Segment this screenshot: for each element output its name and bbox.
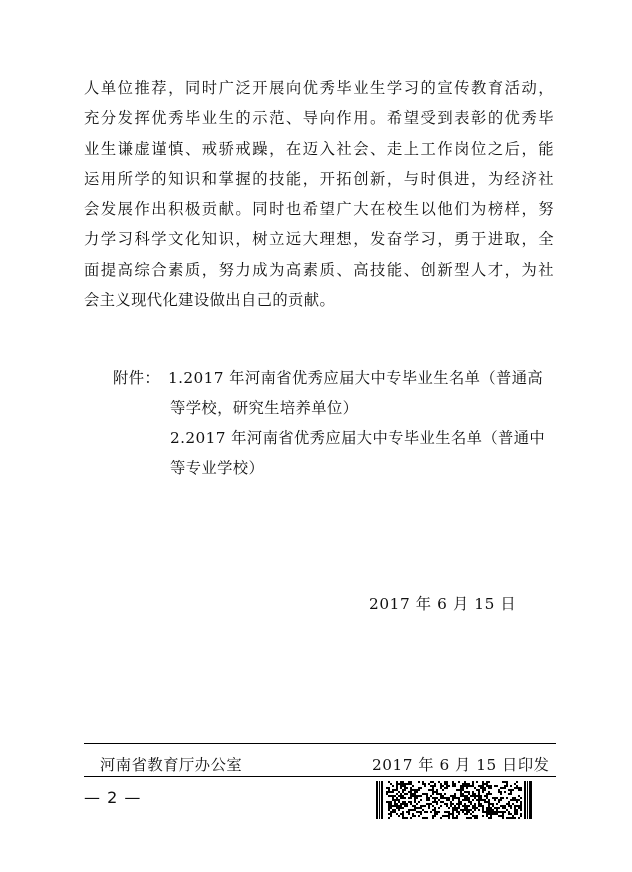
issue-date: 2017 年 6 月 15 日印发 (372, 756, 550, 774)
attachment-2-line-2: 等专业学校） (170, 459, 265, 477)
body-line-7: 面提高综合素质，努力成为高素质、高技能、创新型人才，为社 (84, 260, 554, 279)
body-paragraph (84, 73, 554, 315)
attachments-label: 附件： (113, 369, 161, 387)
body-line-5: 会发展作出积极贡献。同时也希望广大在校生以他们为榜样，努 (84, 200, 554, 219)
attachments-list (113, 363, 558, 483)
attachment-1-line-1: 1.2017 年河南省优秀应届大中专毕业生名单（普通高 (168, 369, 544, 387)
body-line-3: 业生谦虚谨慎、戒骄戒躁，在迈入社会、走上工作岗位之后，能 (84, 139, 554, 158)
issuing-office: 河南省教育厅办公室 (100, 756, 243, 774)
body-line-8: 会主义现代化建设做出自己的贡献。 (84, 291, 336, 310)
body-line-4: 运用所学的知识和掌握的技能，开拓创新，与时俱进，为经济社 (84, 169, 554, 188)
page-number: — 2 — (84, 788, 142, 807)
attachment-1-line-2: 等学校，研究生培养单位） (170, 399, 359, 417)
attachment-2-line-1: 2.2017 年河南省优秀应届大中专毕业生名单（普通中 (170, 429, 546, 447)
footer-top-rule (84, 743, 556, 744)
footer-bottom-rule (84, 776, 556, 777)
document-date: 2017 年 6 月 15 日 (369, 595, 517, 613)
body-line-6: 力学习科学文化知识，树立远大理想，发奋学习，勇于进取，全 (84, 230, 554, 249)
barcode-image (376, 781, 532, 819)
body-line-1: 人单位推荐，同时广泛开展向优秀毕业生学习的宣传教育活动， (84, 79, 554, 97)
body-line-2: 充分发挥优秀毕业生的示范、导向作用。希望受到表彰的优秀毕 (84, 109, 554, 128)
